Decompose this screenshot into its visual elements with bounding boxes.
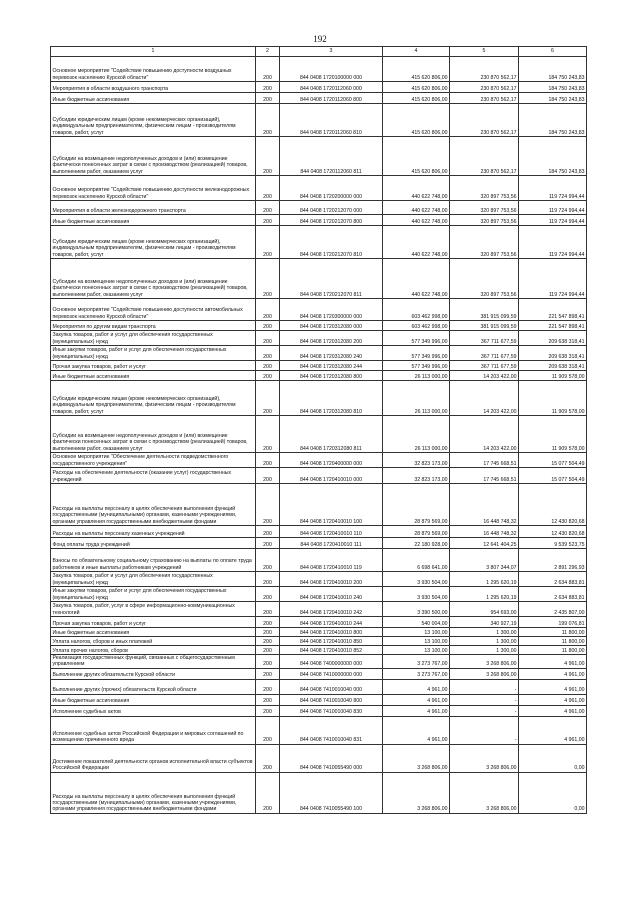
row-remaining-amount: 11 800,00 [519,628,587,637]
row-name: Реализация государственных функций, связанных с общегосударственным управлением [51,655,256,669]
row-executed-amount: 3 268 806,00 [450,772,519,813]
row-approved-amount: 26 113 000,00 [383,416,450,453]
row-remaining-amount: 119 724 994,44 [519,226,587,259]
row-remaining-amount: 4 961,00 [519,655,587,669]
table-body [51,57,587,814]
row-grbs-code: 200 [256,772,280,813]
row-grbs-code: 200 [256,259,280,299]
row-budget-code: 844 0408 1720410010 100 [280,484,383,526]
row-executed-amount: 320 897 753,56 [450,215,519,226]
row-remaining-amount: 209 638 318,41 [519,361,587,371]
row-approved-amount: 32 823 173,00 [383,468,450,484]
row-name: Фонд оплаты труда учреждений [51,538,256,549]
row-approved-amount: 415 620 806,00 [383,93,450,104]
page-number: 192 [313,34,327,44]
row-approved-amount: 440 622 748,00 [383,176,450,201]
row-budget-code: 844 0408 1720312080 811 [280,416,383,453]
row-grbs-code: 200 [256,468,280,484]
row-remaining-amount: 12 430 820,68 [519,526,587,538]
row-remaining-amount: 184 750 243,83 [519,104,587,137]
row-remaining-amount: 119 724 994,44 [519,259,587,299]
row-grbs-code: 200 [256,637,280,646]
row-remaining-amount: 2 634 883,81 [519,587,587,602]
row-budget-code: 844 0408 1720312080 800 [280,371,383,381]
row-approved-amount: 440 622 748,00 [383,215,450,226]
row-budget-code: 844 0408 1720112060 810 [280,104,383,137]
row-budget-code: 844 0408 1720112060 000 [280,82,383,93]
table-row [51,346,587,361]
row-name: Основное мероприятие "Содействие повышению доступности автомобильных перевозок населению Курской области" [51,299,256,321]
row-remaining-amount: 209 638 318,41 [519,346,587,361]
row-grbs-code: 200 [256,321,280,331]
row-budget-code: 844 0408 1720410010 242 [280,602,383,617]
row-name: Мероприятия в области воздушного транспорта [51,82,256,93]
row-executed-amount: 381 915 099,59 [450,321,519,331]
table-row [51,572,587,587]
row-grbs-code: 200 [256,526,280,538]
row-name: Прочая закупка товаров, работ и услуг [51,617,256,628]
header-col-4: 4 [383,47,450,57]
row-budget-code: 844 0408 1720212070 000 [280,201,383,215]
row-executed-amount: 1 295 620,19 [450,572,519,587]
row-budget-code: 844 0408 1720312080 244 [280,361,383,371]
row-executed-amount: 17 745 668,51 [450,453,519,468]
row-remaining-amount: 184 750 243,83 [519,57,587,82]
table-row [51,526,587,538]
row-budget-code: 844 0408 1720410010 110 [280,526,383,538]
row-executed-amount: - [450,705,519,716]
row-approved-amount: 32 823 173,00 [383,453,450,468]
row-name: Исполнение судебных актов Российской Федерации и мировых соглашений по возмещению причиненного вреда [51,716,256,744]
row-name: Исполнение судебных актов [51,705,256,716]
row-executed-amount: 381 915 099,59 [450,299,519,321]
budget-table [50,46,587,814]
row-name: Основное мероприятие "Содействие повышению доступности железнодорожных перевозок населению Курской области" [51,176,256,201]
row-name: Закупка товаров, работ и услуг для обеспечения государственных (муниципальных) нужд [51,331,256,346]
row-remaining-amount: 2 634 883,81 [519,572,587,587]
row-grbs-code: 200 [256,215,280,226]
row-executed-amount: 16 448 748,32 [450,526,519,538]
row-name: Выполнение других (прочих) обязательств Курской области [51,679,256,694]
table-row [51,468,587,484]
row-budget-code: 844 0408 1720410010 119 [280,549,383,572]
row-budget-code: 844 0408 1720410010 244 [280,617,383,628]
table-row [51,694,587,705]
row-grbs-code: 200 [256,361,280,371]
row-remaining-amount: 0,00 [519,744,587,772]
row-name: Основное мероприятие "Обеспечение деятельности подведомственного государственного учреждения" [51,453,256,468]
table-row [51,226,587,259]
row-remaining-amount: 2 891 296,93 [519,549,587,572]
table-row [51,321,587,331]
row-name: Субсидии юридическим лицам (кроме некоммерческих организаций), индивидуальным предпринимателям, физическим лицам - производителям товаров, работ, услуг [51,104,256,137]
row-budget-code: 844 0408 7410010040 831 [280,716,383,744]
row-name: Достижение показателей деятельности органов исполнительной власти субъектов Российской Федерации [51,744,256,772]
row-executed-amount: 367 711 677,59 [450,346,519,361]
row-approved-amount: 440 622 748,00 [383,201,450,215]
row-approved-amount: 415 620 806,00 [383,104,450,137]
row-executed-amount: 1 295 620,19 [450,587,519,602]
table-row [51,587,587,602]
table-row [51,705,587,716]
row-remaining-amount: 119 724 994,44 [519,176,587,201]
row-grbs-code: 200 [256,549,280,572]
row-executed-amount: 367 711 677,59 [450,331,519,346]
row-executed-amount: 3 268 806,00 [450,655,519,669]
table-row [51,361,587,371]
header-col-6: 6 [519,47,587,57]
row-executed-amount: 340 927,19 [450,617,519,628]
row-executed-amount: 320 897 753,56 [450,201,519,215]
row-remaining-amount: 4 961,00 [519,668,587,679]
row-name: Субсидии на возмещение недополученных доходов и (или) возмещение фактически понесенных затрат в связи с производством (реализацией) товаров, выполнением работ, оказанием услуг [51,137,256,176]
row-approved-amount: 577 349 996,00 [383,361,450,371]
row-budget-code: 844 0408 7410010040 830 [280,705,383,716]
row-budget-code: 844 0408 1720112060 800 [280,93,383,104]
row-grbs-code: 200 [256,416,280,453]
row-executed-amount: 1 300,00 [450,628,519,637]
row-grbs-code: 200 [256,176,280,201]
row-executed-amount: 230 870 562,17 [450,137,519,176]
row-budget-code: 844 0408 1720200000 000 [280,176,383,201]
table-row [51,104,587,137]
header-col-5: 5 [450,47,519,57]
row-executed-amount: - [450,679,519,694]
row-executed-amount: 954 693,00 [450,602,519,617]
row-budget-code: 844 0408 7410055490 000 [280,744,383,772]
row-budget-code: 844 0408 7400000000 000 [280,655,383,669]
row-approved-amount: 13 100,00 [383,646,450,655]
row-name: Иные бюджетные ассигнования [51,215,256,226]
row-executed-amount: 14 203 422,00 [450,371,519,381]
row-approved-amount: 3 390 500,00 [383,602,450,617]
row-name: Уплата прочих налогов, сборов [51,646,256,655]
row-grbs-code: 200 [256,655,280,669]
row-grbs-code: 200 [256,587,280,602]
table-row [51,176,587,201]
row-budget-code: 844 0408 7410010040 800 [280,694,383,705]
table-row [51,716,587,744]
row-remaining-amount: 199 076,81 [519,617,587,628]
row-grbs-code: 200 [256,93,280,104]
row-approved-amount: 603 462 998,00 [383,321,450,331]
row-grbs-code: 200 [256,226,280,259]
row-executed-amount: 12 641 404,25 [450,538,519,549]
row-grbs-code: 200 [256,82,280,93]
row-executed-amount: 230 870 562,17 [450,93,519,104]
row-budget-code: 844 0408 1720212070 810 [280,226,383,259]
row-remaining-amount: 11 800,00 [519,637,587,646]
row-approved-amount: 28 879 569,00 [383,526,450,538]
table-row [51,637,587,646]
row-grbs-code: 200 [256,484,280,526]
row-approved-amount: 415 620 806,00 [383,57,450,82]
row-remaining-amount: 11 909 578,00 [519,371,587,381]
row-grbs-code: 200 [256,617,280,628]
row-grbs-code: 200 [256,331,280,346]
row-budget-code: 844 0408 1720400000 000 [280,453,383,468]
row-grbs-code: 200 [256,716,280,744]
header-col-2: 2 [256,47,280,57]
row-budget-code: 844 0408 1720410010 200 [280,572,383,587]
row-approved-amount: 540 004,00 [383,617,450,628]
row-name: Иные бюджетные ассигнования [51,371,256,381]
row-name: Иные бюджетные ассигнования [51,694,256,705]
row-approved-amount: 3 930 504,00 [383,572,450,587]
row-budget-code: 844 0408 1720112060 811 [280,137,383,176]
row-approved-amount: 415 620 806,00 [383,82,450,93]
row-name: Закупка товаров, работ, услуг в сфере информационно-коммуникационных технологий [51,602,256,617]
table-row [51,381,587,416]
table-row [51,628,587,637]
row-remaining-amount: 0,00 [519,772,587,813]
row-executed-amount: 3 268 806,00 [450,668,519,679]
row-executed-amount: 230 870 562,17 [450,82,519,93]
row-name: Субсидии на возмещение недополученных доходов и (или) возмещение фактически понесенных затрат в связи с производством (реализацией) товаров, выполнением работ, оказанием услуг [51,416,256,453]
row-name: Расходы на выплаты персоналу в целях обеспечения выполнения функций государственными (муниципальными) органами, казенными учреждениями, органами управления государственными внебюджетными фондами [51,772,256,813]
row-executed-amount: 16 448 748,32 [450,484,519,526]
header-row [51,47,587,57]
row-executed-amount: 3 807 344,07 [450,549,519,572]
row-approved-amount: 26 113 000,00 [383,381,450,416]
row-grbs-code: 200 [256,299,280,321]
row-name: Прочая закупка товаров, работ и услуг [51,361,256,371]
row-approved-amount: 415 620 806,00 [383,137,450,176]
row-name: Расходы на обеспечение деятельности (оказание услуг) государственных учреждений [51,468,256,484]
row-remaining-amount: 209 638 318,41 [519,331,587,346]
row-approved-amount: 3 268 806,00 [383,772,450,813]
row-name: Выполнение других обязательств Курской области [51,668,256,679]
table-row [51,772,587,813]
row-grbs-code: 200 [256,572,280,587]
row-budget-code: 844 0408 1720410010 111 [280,538,383,549]
row-grbs-code: 200 [256,381,280,416]
row-executed-amount: 320 897 753,56 [450,226,519,259]
row-grbs-code: 200 [256,346,280,361]
row-remaining-amount: 12 430 820,68 [519,484,587,526]
row-grbs-code: 200 [256,602,280,617]
row-grbs-code: 200 [256,628,280,637]
table-row [51,549,587,572]
row-budget-code: 844 0408 7410010040 000 [280,679,383,694]
table-row [51,668,587,679]
row-budget-code: 844 0408 1720312080 810 [280,381,383,416]
row-grbs-code: 200 [256,744,280,772]
row-executed-amount: 1 300,00 [450,646,519,655]
row-executed-amount: 320 897 753,56 [450,176,519,201]
row-executed-amount: 17 745 668,51 [450,468,519,484]
row-approved-amount: 4 961,00 [383,694,450,705]
row-executed-amount: - [450,694,519,705]
row-name: Иные закупки товаров, работ и услуг для обеспечения государственных (муниципальных) нужд [51,587,256,602]
table-row [51,215,587,226]
table-row [51,57,587,82]
row-budget-code: 844 0408 1720212070 811 [280,259,383,299]
row-remaining-amount: 4 961,00 [519,679,587,694]
table-row [51,744,587,772]
row-approved-amount: 26 113 000,00 [383,371,450,381]
table-row [51,655,587,669]
row-name: Субсидии на возмещение недополученных доходов и (или) возмещение фактически понесенных затрат в связи с производством (реализацией) товаров, выполнением работ, оказанием услуг [51,259,256,299]
row-approved-amount: 22 180 928,00 [383,538,450,549]
row-name: Мероприятия по другим видам транспорта [51,321,256,331]
row-grbs-code: 200 [256,371,280,381]
row-name: Взносы по обязательному социальному страхованию на выплаты по оплате труда работников и иные выплаты работникам учреждений [51,549,256,572]
row-approved-amount: 13 100,00 [383,628,450,637]
row-grbs-code: 200 [256,646,280,655]
table-row [51,331,587,346]
row-approved-amount: 440 622 748,00 [383,226,450,259]
header-col-1: 1 [51,47,256,57]
table-row [51,484,587,526]
row-approved-amount: 440 622 748,00 [383,259,450,299]
table-row [51,299,587,321]
row-budget-code: 844 0408 1720100000 000 [280,57,383,82]
table-row [51,82,587,93]
row-approved-amount: 3 930 504,00 [383,587,450,602]
row-approved-amount: 4 961,00 [383,705,450,716]
row-approved-amount: 603 462 998,00 [383,299,450,321]
table-row [51,679,587,694]
row-executed-amount: - [450,716,519,744]
row-remaining-amount: 15 077 504,49 [519,453,587,468]
row-budget-code: 844 0408 1720410010 850 [280,637,383,646]
row-executed-amount: 230 870 562,17 [450,57,519,82]
row-remaining-amount: 11 800,00 [519,646,587,655]
row-approved-amount: 3 273 767,00 [383,668,450,679]
row-name: Субсидии юридическим лицам (кроме некоммерческих организаций), индивидуальным предпринимателям, физическим лицам - производителям товаров, работ, услуг [51,381,256,416]
row-budget-code: 844 0408 1720312080 240 [280,346,383,361]
row-name: Расходы на выплаты персоналу в целях обеспечения выполнения функций государственными (муниципальными) органами, казенными учреждениями, органами управления государственными внебюджетными фондами [51,484,256,526]
row-executed-amount: 3 268 806,00 [450,744,519,772]
row-budget-code: 844 0408 1720410010 000 [280,468,383,484]
row-remaining-amount: 184 750 243,83 [519,137,587,176]
row-approved-amount: 4 961,00 [383,679,450,694]
table-row [51,453,587,468]
row-executed-amount: 230 870 562,17 [450,104,519,137]
row-budget-code: 844 0408 7410000000 000 [280,668,383,679]
row-executed-amount: 14 203 422,00 [450,381,519,416]
row-budget-code: 844 0408 1720300000 000 [280,299,383,321]
row-remaining-amount: 119 724 994,44 [519,201,587,215]
row-approved-amount: 4 961,00 [383,716,450,744]
row-name: Уплата налогов, сборов и иных платежей [51,637,256,646]
row-remaining-amount: 11 909 578,00 [519,416,587,453]
row-remaining-amount: 2 435 807,00 [519,602,587,617]
row-executed-amount: 367 711 677,59 [450,361,519,371]
row-budget-code: 844 0408 1720410010 240 [280,587,383,602]
table-row [51,617,587,628]
header-col-3: 3 [280,47,383,57]
row-name: Основное мероприятие "Содействие повышению доступности воздушных перевозок населению Курской области" [51,57,256,82]
table-row [51,538,587,549]
row-grbs-code: 200 [256,538,280,549]
row-name: Субсидии юридическим лицам (кроме некоммерческих организаций), индивидуальным предпринимателям, физическим лицам - производителям товаров, работ, услуг [51,226,256,259]
row-approved-amount: 3 273 767,00 [383,655,450,669]
row-grbs-code: 200 [256,57,280,82]
row-grbs-code: 200 [256,705,280,716]
row-remaining-amount: 4 961,00 [519,705,587,716]
row-executed-amount: 1 300,00 [450,637,519,646]
row-approved-amount: 28 879 569,00 [383,484,450,526]
row-grbs-code: 200 [256,668,280,679]
row-budget-code: 844 0408 1720410010 852 [280,646,383,655]
row-budget-code: 844 0408 1720212070 800 [280,215,383,226]
row-name: Закупка товаров, работ и услуг для обеспечения государственных (муниципальных) нужд [51,572,256,587]
row-approved-amount: 13 100,00 [383,637,450,646]
row-approved-amount: 6 698 641,00 [383,549,450,572]
row-approved-amount: 3 268 806,00 [383,744,450,772]
row-approved-amount: 577 349 996,00 [383,346,450,361]
row-remaining-amount: 221 547 898,41 [519,321,587,331]
row-remaining-amount: 4 961,00 [519,694,587,705]
row-approved-amount: 577 349 996,00 [383,331,450,346]
row-grbs-code: 200 [256,104,280,137]
row-budget-code: 844 0408 1720410010 800 [280,628,383,637]
row-remaining-amount: 221 547 898,41 [519,299,587,321]
row-remaining-amount: 4 961,00 [519,716,587,744]
table-row [51,259,587,299]
row-remaining-amount: 11 909 578,00 [519,381,587,416]
table-row [51,602,587,617]
row-executed-amount: 320 897 753,56 [450,259,519,299]
row-grbs-code: 200 [256,453,280,468]
table-row [51,93,587,104]
row-name: Мероприятия в области железнодорожного транспорта [51,201,256,215]
row-remaining-amount: 15 077 504,49 [519,468,587,484]
table-row [51,646,587,655]
row-executed-amount: 14 203 422,00 [450,416,519,453]
table-row [51,137,587,176]
row-name: Иные бюджетные ассигнования [51,628,256,637]
row-remaining-amount: 184 750 243,83 [519,93,587,104]
row-grbs-code: 200 [256,137,280,176]
row-name: Иные бюджетные ассигнования [51,93,256,104]
row-grbs-code: 200 [256,679,280,694]
row-remaining-amount: 9 539 523,75 [519,538,587,549]
row-name: Расходы на выплаты персоналу казенных учреждений [51,526,256,538]
row-remaining-amount: 184 750 243,83 [519,82,587,93]
row-budget-code: 844 0408 1720312080 000 [280,321,383,331]
table-row [51,416,587,453]
row-budget-code: 844 0408 7410055490 100 [280,772,383,813]
row-budget-code: 844 0408 1720312080 200 [280,331,383,346]
row-remaining-amount: 119 724 994,44 [519,215,587,226]
row-name: Иные закупки товаров, работ и услуг для обеспечения государственных (муниципальных) нужд [51,346,256,361]
row-grbs-code: 200 [256,694,280,705]
table-row [51,371,587,381]
table-row [51,201,587,215]
row-grbs-code: 200 [256,201,280,215]
